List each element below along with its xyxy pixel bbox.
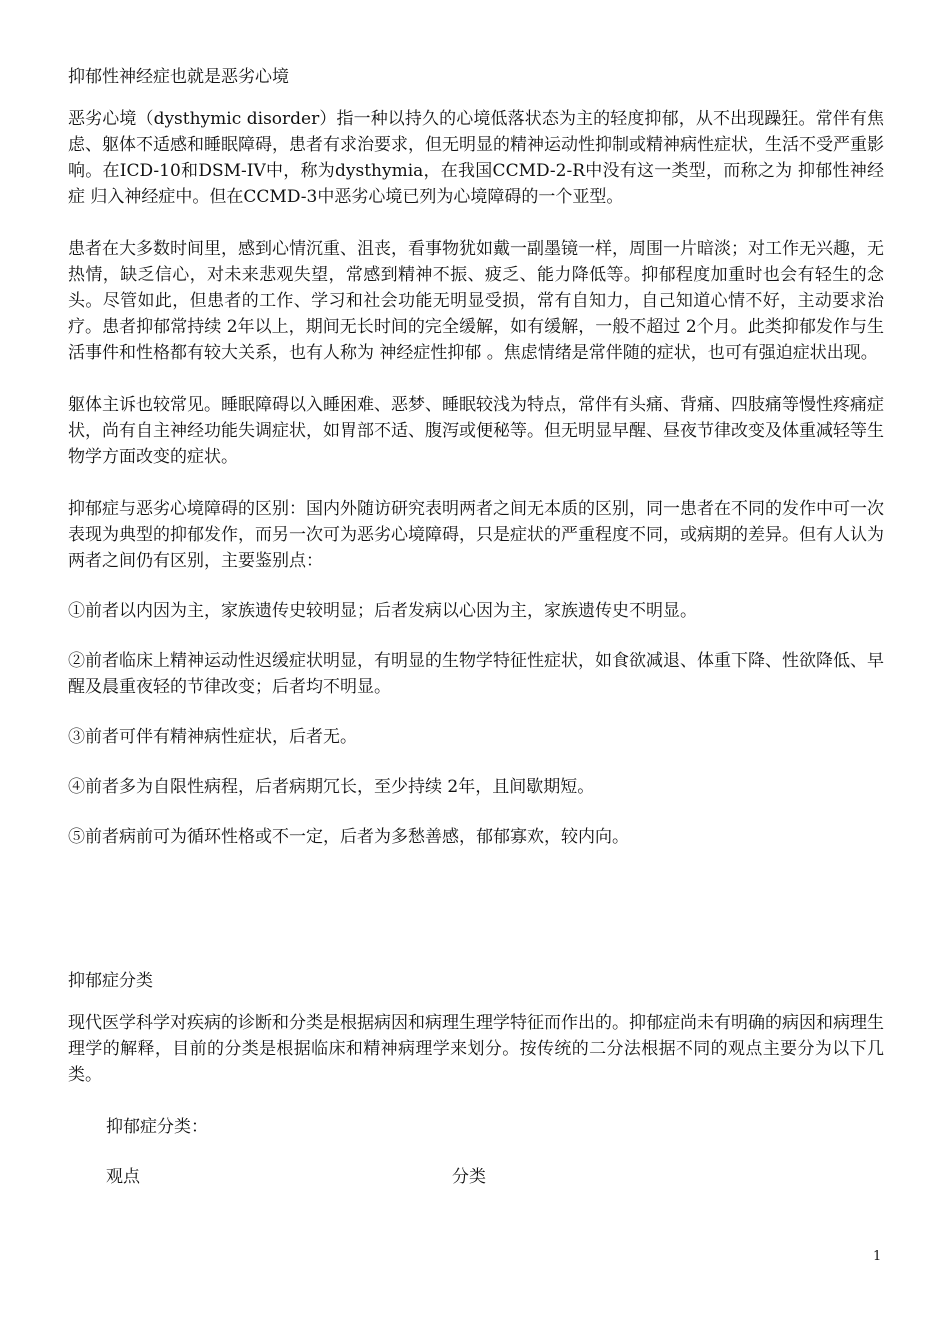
paragraph-definition: 恶劣心境（dysthymic disorder）指一种以持久的心境低落状态为主的轻度抑郁，从不出现躁狂。常伴有焦虑、躯体不适感和睡眠障碍，患者有求治要求，但无明显的精神运动性抑制或精神病性症状，生活不受严重影响。在ICD-10和DSM-IV中，称为dysthymia，在我国CCMD-2-R中没有这一类型，而称之为 抑郁性神经症 归入神经症中。但在CCMD-3中恶劣心境已列为心境障碍的一个亚型。 <box>68 109 884 207</box>
paragraph-symptoms: 患者在大多数时间里，感到心情沉重、沮丧，看事物犹如戴一副墨镜一样，周围一片暗淡；对工作无兴趣，无热情，缺乏信心，对未来悲观失望，常感到精神不振、疲乏、能力降低等。抑郁程度加重时也会有轻生的念头。尽管如此，但患者的工作、学习和社会功能无明显受损，常有自知力，自己知道心情不好，主动要求治疗。患者抑郁常持续 2年以上，期间无长时间的完全缓解，如有缓解，一般不超过 2个月。此类抑郁发作与生活事件和性格都有较大关系，也有人称为 神经症性抑郁 。焦虑情绪是常伴随的症状，也可有强迫症状出现。 <box>68 239 884 363</box>
paragraph-differences: 抑郁症与恶劣心境障碍的区别：国内外随访研究表明两者之间无本质的区别，同一患者在不同的发作中可一次表现为典型的抑郁发作，而另一次可为恶劣心境障碍，只是症状的严重程度不同，或病期的差异。但有人认为两者之间仍有区别，主要鉴别点： <box>68 499 884 571</box>
difference-point-4: ④前者多为自限性病程，后者病期冗长，至少持续 2年，且间歇期短。 <box>68 777 595 797</box>
difference-point-5: ⑤前者病前可为循环性格或不一定，后者为多愁善感，郁郁寡欢，较内向。 <box>68 827 629 847</box>
table-header-viewpoint: 观点 <box>106 1167 140 1187</box>
paragraph-somatic: 躯体主诉也较常见。睡眠障碍以入睡困难、恶梦、睡眠较浅为特点，常伴有头痛、背痛、四肢痛等慢性疼痛症状，尚有自主神经功能失调症状，如胃部不适、腹泻或便秘等。但无明显早醒、昼夜节律改变及体重减轻等生物学方面改变的症状。 <box>68 395 884 467</box>
difference-point-2: ②前者临床上精神运动性迟缓症状明显，有明显的生物学特征性症状，如食欲减退、体重下降、性欲降低、早醒及晨重夜轻的节律改变；后者均不明显。 <box>68 651 884 697</box>
difference-point-1: ①前者以内因为主，家族遗传史较明显；后者发病以心因为主，家族遗传史不明显。 <box>68 601 697 621</box>
section-title-classification: 抑郁症分类 <box>68 971 153 991</box>
classification-table-header <box>68 1164 884 1190</box>
document-body <box>68 64 884 1190</box>
blank-space <box>68 850 884 968</box>
section-title-dysthymia: 抑郁性神经症也就是恶劣心境 <box>68 67 289 87</box>
paragraph-classification: 现代医学科学对疾病的诊断和分类是根据病因和病理生理学特征而作出的。抑郁症尚未有明确的病因和病理生理学的解释，目前的分类是根据临床和精神病理学来划分。按传统的二分法根据不同的观点主要分为以下几类。 <box>68 1013 884 1085</box>
table-header-category: 分类 <box>452 1167 486 1187</box>
difference-point-3: ③前者可伴有精神病性症状，后者无。 <box>68 727 357 747</box>
page-number: 1 <box>873 1249 882 1264</box>
table-caption: 抑郁症分类： <box>106 1117 208 1137</box>
